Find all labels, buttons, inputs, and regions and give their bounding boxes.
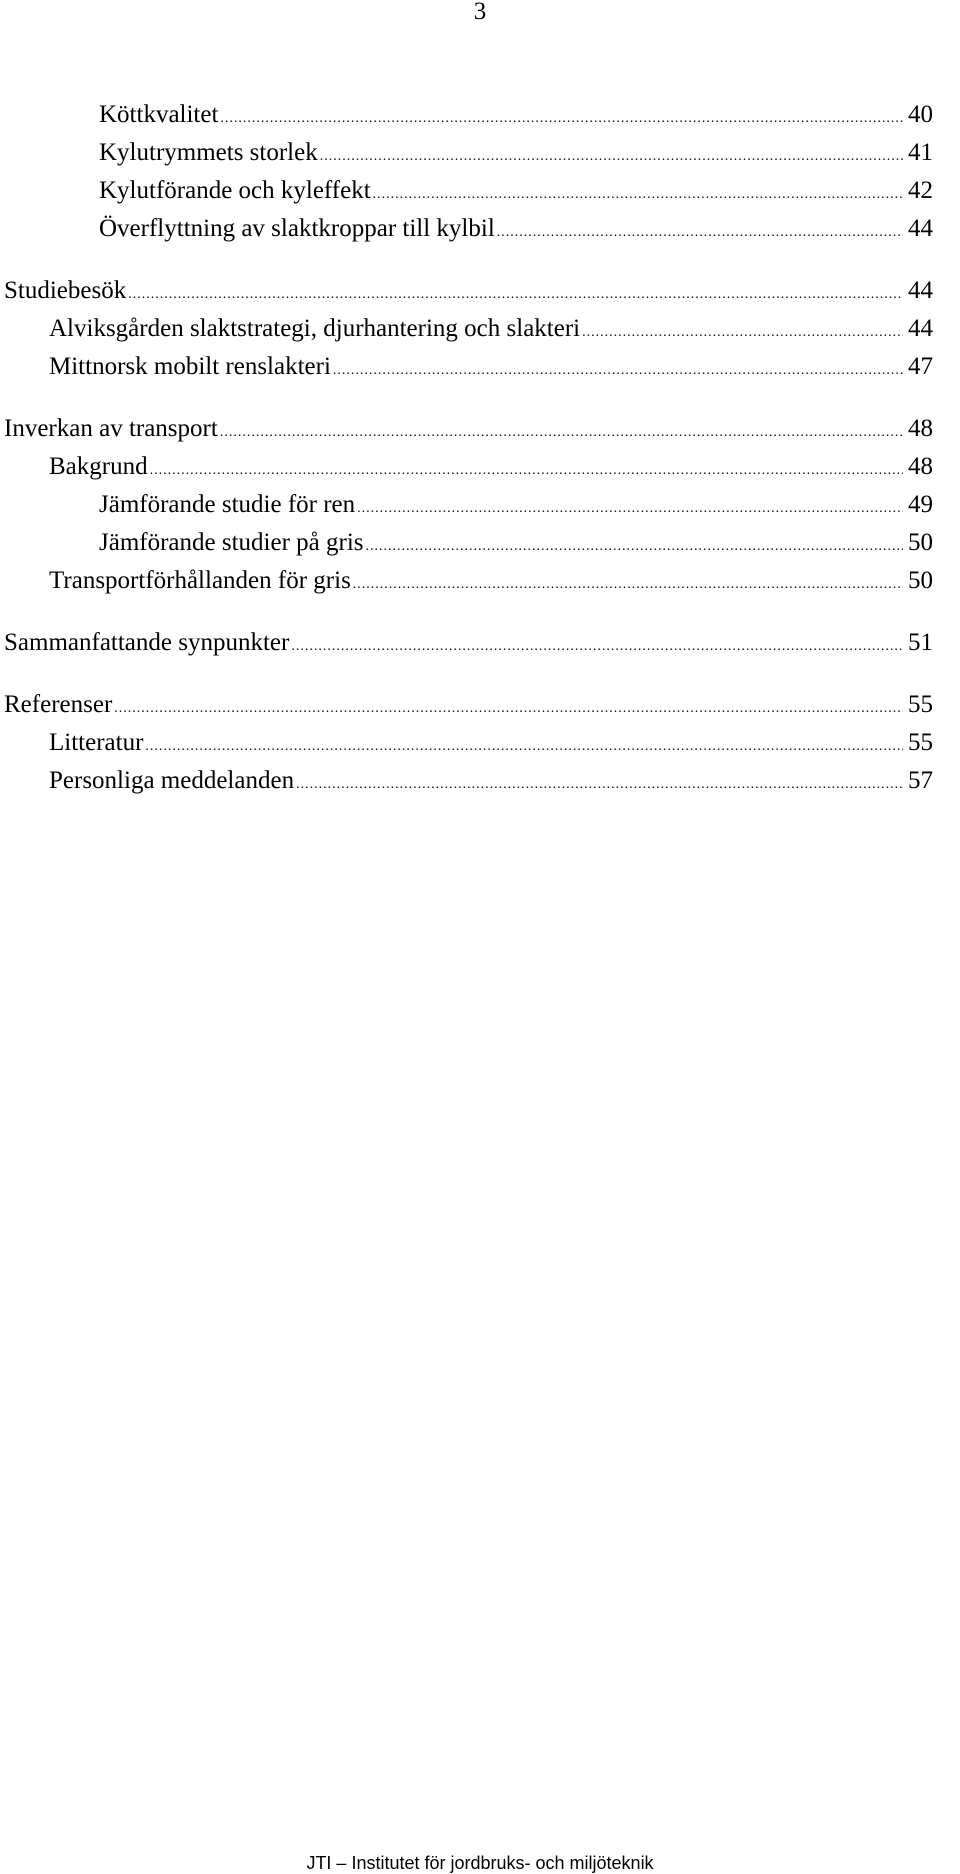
dot-leader [333, 352, 903, 386]
toc-entry[interactable] [4, 562, 933, 600]
toc-entry-title: Jämförande studier på gris [99, 529, 364, 556]
toc-entry-page: 40 [908, 101, 933, 128]
table-of-contents [4, 96, 933, 800]
toc-entry[interactable] [4, 762, 933, 800]
dot-leader [582, 314, 903, 348]
toc-entry-title: Kylutförande och kyleffekt [99, 177, 371, 204]
toc-entry[interactable] [4, 172, 933, 210]
toc-entry-page: 55 [908, 691, 933, 718]
toc-entry-page: 48 [908, 415, 933, 442]
toc-entry-page: 49 [908, 491, 933, 518]
dot-leader [373, 176, 903, 210]
toc-entry-title: Sammanfattande synpunkter [4, 629, 290, 656]
toc-entry-page: 51 [908, 629, 933, 656]
dot-leader [320, 138, 903, 172]
dot-leader [357, 490, 903, 524]
toc-entry-title: Alviksgården slaktstrategi, djurhantering och slakteri [49, 315, 581, 342]
toc-entry[interactable] [4, 486, 933, 524]
page-number: 3 [473, 0, 487, 25]
toc-entry-page: 44 [908, 315, 933, 342]
toc-entry-page: 48 [908, 453, 933, 480]
dot-leader [150, 452, 903, 486]
toc-entry-page: 44 [908, 277, 933, 304]
dot-leader [220, 100, 903, 134]
dot-leader [291, 628, 903, 662]
toc-entry-title: Referenser [4, 691, 113, 718]
toc-entry-title: Personliga meddelanden [49, 767, 295, 794]
page-footer: JTI – Institutet för jordbruks- och miljöteknik [306, 1853, 654, 1873]
toc-entry-title: Inverkan av transport [4, 415, 218, 442]
toc-entry-page: 44 [908, 215, 933, 242]
toc-entry-title: Köttkvalitet [99, 101, 219, 128]
dot-leader [296, 766, 903, 800]
toc-entry-title: Jämförande studie för ren [99, 491, 356, 518]
toc-entry[interactable] [4, 524, 933, 562]
toc-entry[interactable] [4, 96, 933, 134]
toc-entry[interactable] [4, 310, 933, 348]
toc-entry-page: 47 [908, 353, 933, 380]
toc-entry-page: 50 [908, 529, 933, 556]
toc-entry[interactable] [4, 272, 933, 310]
toc-entry[interactable] [4, 410, 933, 448]
toc-entry[interactable] [4, 724, 933, 762]
toc-entry[interactable] [4, 348, 933, 386]
toc-entry-title: Transportförhållanden för gris [49, 567, 351, 594]
toc-entry-title: Överflyttning av slaktkroppar till kylbil [99, 215, 495, 242]
toc-entry-title: Mittnorsk mobilt renslakteri [49, 353, 331, 380]
toc-entry[interactable] [4, 134, 933, 172]
toc-entry-page: 55 [908, 729, 933, 756]
toc-entry[interactable] [4, 210, 933, 248]
toc-entry-title: Kylutrymmets storlek [99, 139, 318, 166]
toc-entry-page: 41 [908, 139, 933, 166]
toc-entry-page: 57 [908, 767, 933, 794]
toc-entry[interactable] [4, 686, 933, 724]
dot-leader [497, 214, 903, 248]
dot-leader [114, 690, 903, 724]
dot-leader [353, 566, 903, 600]
toc-entry[interactable] [4, 448, 933, 486]
dot-leader [128, 276, 903, 310]
dot-leader [366, 528, 903, 562]
toc-entry-title: Bakgrund [49, 453, 148, 480]
dot-leader [145, 728, 903, 762]
dot-leader [220, 414, 903, 448]
toc-entry-title: Studiebesök [4, 277, 127, 304]
toc-entry-page: 42 [908, 177, 933, 204]
toc-entry-title: Litteratur [49, 729, 144, 756]
toc-entry-page: 50 [908, 567, 933, 594]
toc-entry[interactable] [4, 624, 933, 662]
